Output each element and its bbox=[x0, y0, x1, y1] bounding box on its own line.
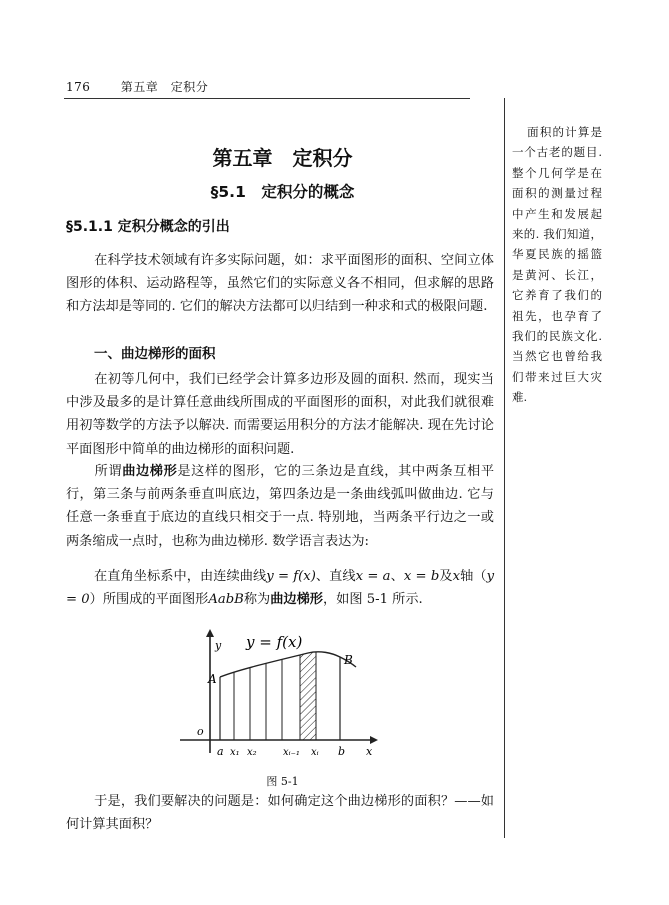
math-y-0: y = 0 bbox=[66, 569, 495, 608]
point-b-label: B bbox=[344, 653, 353, 667]
running-chapter-title: 第五章 定积分 bbox=[120, 80, 209, 94]
x-axis-label: x bbox=[366, 745, 373, 758]
tick-xi-minus-1: xᵢ₋₁ bbox=[283, 747, 300, 758]
paragraph-5 bbox=[66, 790, 494, 836]
paragraph-2 bbox=[66, 368, 494, 461]
p4-text-h: ，如图 5-1 所示. bbox=[322, 592, 423, 608]
curve-fx bbox=[220, 652, 356, 677]
margin-note-text: 面积的计算是一个古老的题目. 整个几何学是在面积的测量过程中产生和发展起来的. 我们知道，华夏民族的摇篮是黄河、长江，它养育了我们的祖先，也孕育了我们的民族文化. 当然它也曾给我们带来过巨大灾难. bbox=[512, 125, 602, 405]
paragraph-4 bbox=[66, 565, 494, 611]
term-curved-trapezoid: 曲边梯形 bbox=[122, 464, 178, 479]
subsection-title: §5.1.1 定积分概念的引出 bbox=[66, 219, 230, 235]
p4-text-e: 轴（ bbox=[460, 569, 487, 584]
margin-divider bbox=[504, 98, 505, 838]
figure-caption: 图 5-1 bbox=[266, 775, 299, 788]
math-x-b: x = b bbox=[403, 569, 440, 584]
chapter-title: 第五章 定积分 bbox=[212, 146, 353, 170]
p4-text-f: ）所围成的平面图形 bbox=[89, 592, 209, 608]
p4-text-c: 、 bbox=[390, 569, 404, 584]
math-AabB: AabB bbox=[208, 592, 244, 608]
p4-text-a: 在直角坐标系中，由连续曲线 bbox=[94, 569, 267, 584]
math-x-a: x = a bbox=[355, 569, 391, 584]
p4-text-g: 称为 bbox=[243, 592, 271, 608]
hatched-strip bbox=[300, 645, 316, 740]
header-rule bbox=[64, 98, 470, 99]
y-axis-label: y bbox=[215, 639, 222, 652]
p3-text-a: 所谓 bbox=[94, 464, 123, 479]
intro-text: 在科学技术领域有许多实际问题，如：求平面图形的面积、空间立体图形的体积、运动路程等，虽然它们的实际意义各不相同，但求解的思路和方法却是等同的. 它们的解决方法都可以归结到一种求和式的极限问题. bbox=[66, 253, 494, 315]
heading-curved-trapezoid: 一、曲边梯形的面积 bbox=[94, 346, 216, 362]
section-title: §5.1 定积分的概念 bbox=[210, 183, 355, 201]
tick-x2: x₂ bbox=[247, 747, 257, 758]
term-curved-trapezoid-2: 曲边梯形 bbox=[270, 592, 323, 608]
p4-text-d: 及 bbox=[439, 569, 453, 584]
tick-xi: xᵢ bbox=[311, 747, 319, 758]
x-axis-arrow bbox=[370, 736, 378, 744]
p4-text-b: 、直线 bbox=[315, 569, 356, 584]
paragraph-5-text: 于是，我们要解决的问题是：如何确定这个曲边梯形的面积？——如何计算其面积？ bbox=[66, 794, 494, 833]
origin-label: o bbox=[197, 725, 204, 738]
math-y-fx: y = f(x) bbox=[266, 569, 316, 584]
math-x: x bbox=[452, 569, 461, 584]
tick-b: b bbox=[338, 745, 346, 758]
curve-label: y = f(x) bbox=[246, 633, 303, 651]
page-number: 176 bbox=[66, 80, 91, 94]
tick-x1: x₁ bbox=[230, 747, 240, 758]
intro-paragraph bbox=[66, 249, 494, 319]
figure-5-1 bbox=[170, 625, 390, 775]
tick-a: a bbox=[217, 745, 224, 758]
y-axis-arrow bbox=[206, 629, 214, 637]
paragraph-2-text: 在初等几何中，我们已经学会计算多边形及圆的面积. 然而，现实当中涉及最多的是计算任意曲线所围成的平面图形的面积，对此我们就很难用初等数学的方法予以解决. 而需要运用积分的方法才能解决. 现在先讨论平面图形中简单的曲边梯形的面积问题. bbox=[66, 372, 494, 457]
paragraph-3 bbox=[66, 460, 494, 553]
p3-text-b: 是这样的图形，它的三条边是直线，其中两条互相平行，第三条与前两条垂直叫底边，第四条边是一条曲线弧叫做曲边. 它与任意一条垂直于底边的直线只相交于一点. 特别地，当两条平行边之一或两条缩成一点时，也称为曲边梯形. 数学语言表达为: bbox=[66, 464, 495, 549]
point-a-label: A bbox=[208, 672, 217, 686]
running-header bbox=[66, 78, 208, 95]
